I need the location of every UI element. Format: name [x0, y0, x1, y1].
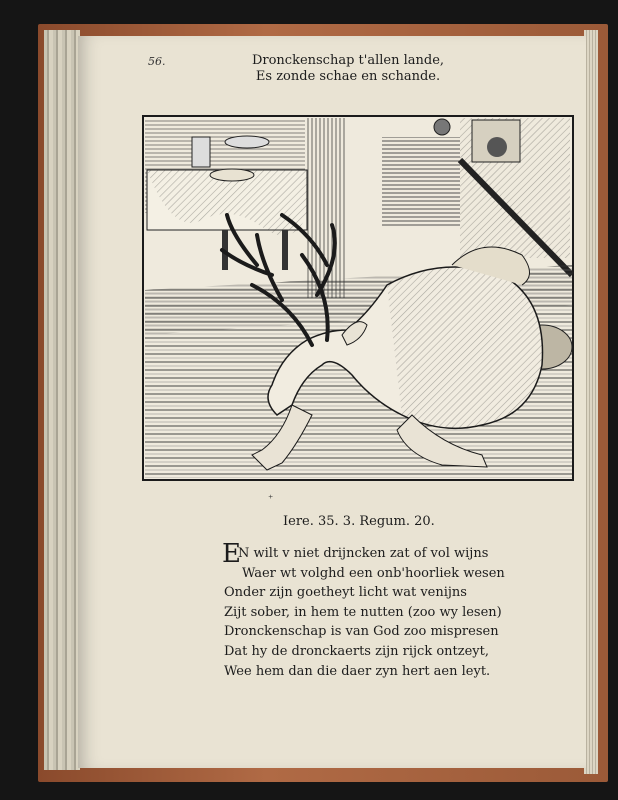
plate [210, 169, 254, 181]
motto-line-2: Es zonde schae en schande. [255, 69, 441, 84]
verse-line: Wee hem dan die daer zyn hert aen leyt. [224, 663, 491, 679]
verse-line: Dat hy de dronckaerts zijn rijck ontzeyt, [224, 643, 490, 659]
page-number: 56. [148, 55, 166, 68]
page-edges-left [44, 30, 80, 770]
verse-block [224, 544, 554, 681]
printer-mark: ⁺ [268, 494, 274, 505]
drop-initial: E [222, 539, 241, 569]
verse-line: N wilt v niet drijncken zat of vol wijns [238, 546, 489, 561]
verse-line: Onder zijn goetheyt licht wat venijns [224, 585, 467, 601]
woodcut-illustration [142, 115, 574, 481]
book-page [78, 36, 586, 768]
verse-line: Zijt sober, in hem te nutten (zoo wy lesen) [224, 604, 502, 620]
person-in-window [487, 137, 507, 157]
goblet [192, 137, 210, 167]
motto-line-1: Dronckenschap t'allen lande, [251, 53, 445, 68]
verse-line: Dronckenschap is van God zoo mispresen [224, 624, 499, 640]
bowl [225, 136, 269, 148]
bible-reference: Iere. 35. 3. Regum. 20. [283, 514, 435, 529]
verse-line: Waer wt volghd een onb'hoorliek wesen [242, 565, 505, 581]
page-edges-right [584, 30, 598, 774]
